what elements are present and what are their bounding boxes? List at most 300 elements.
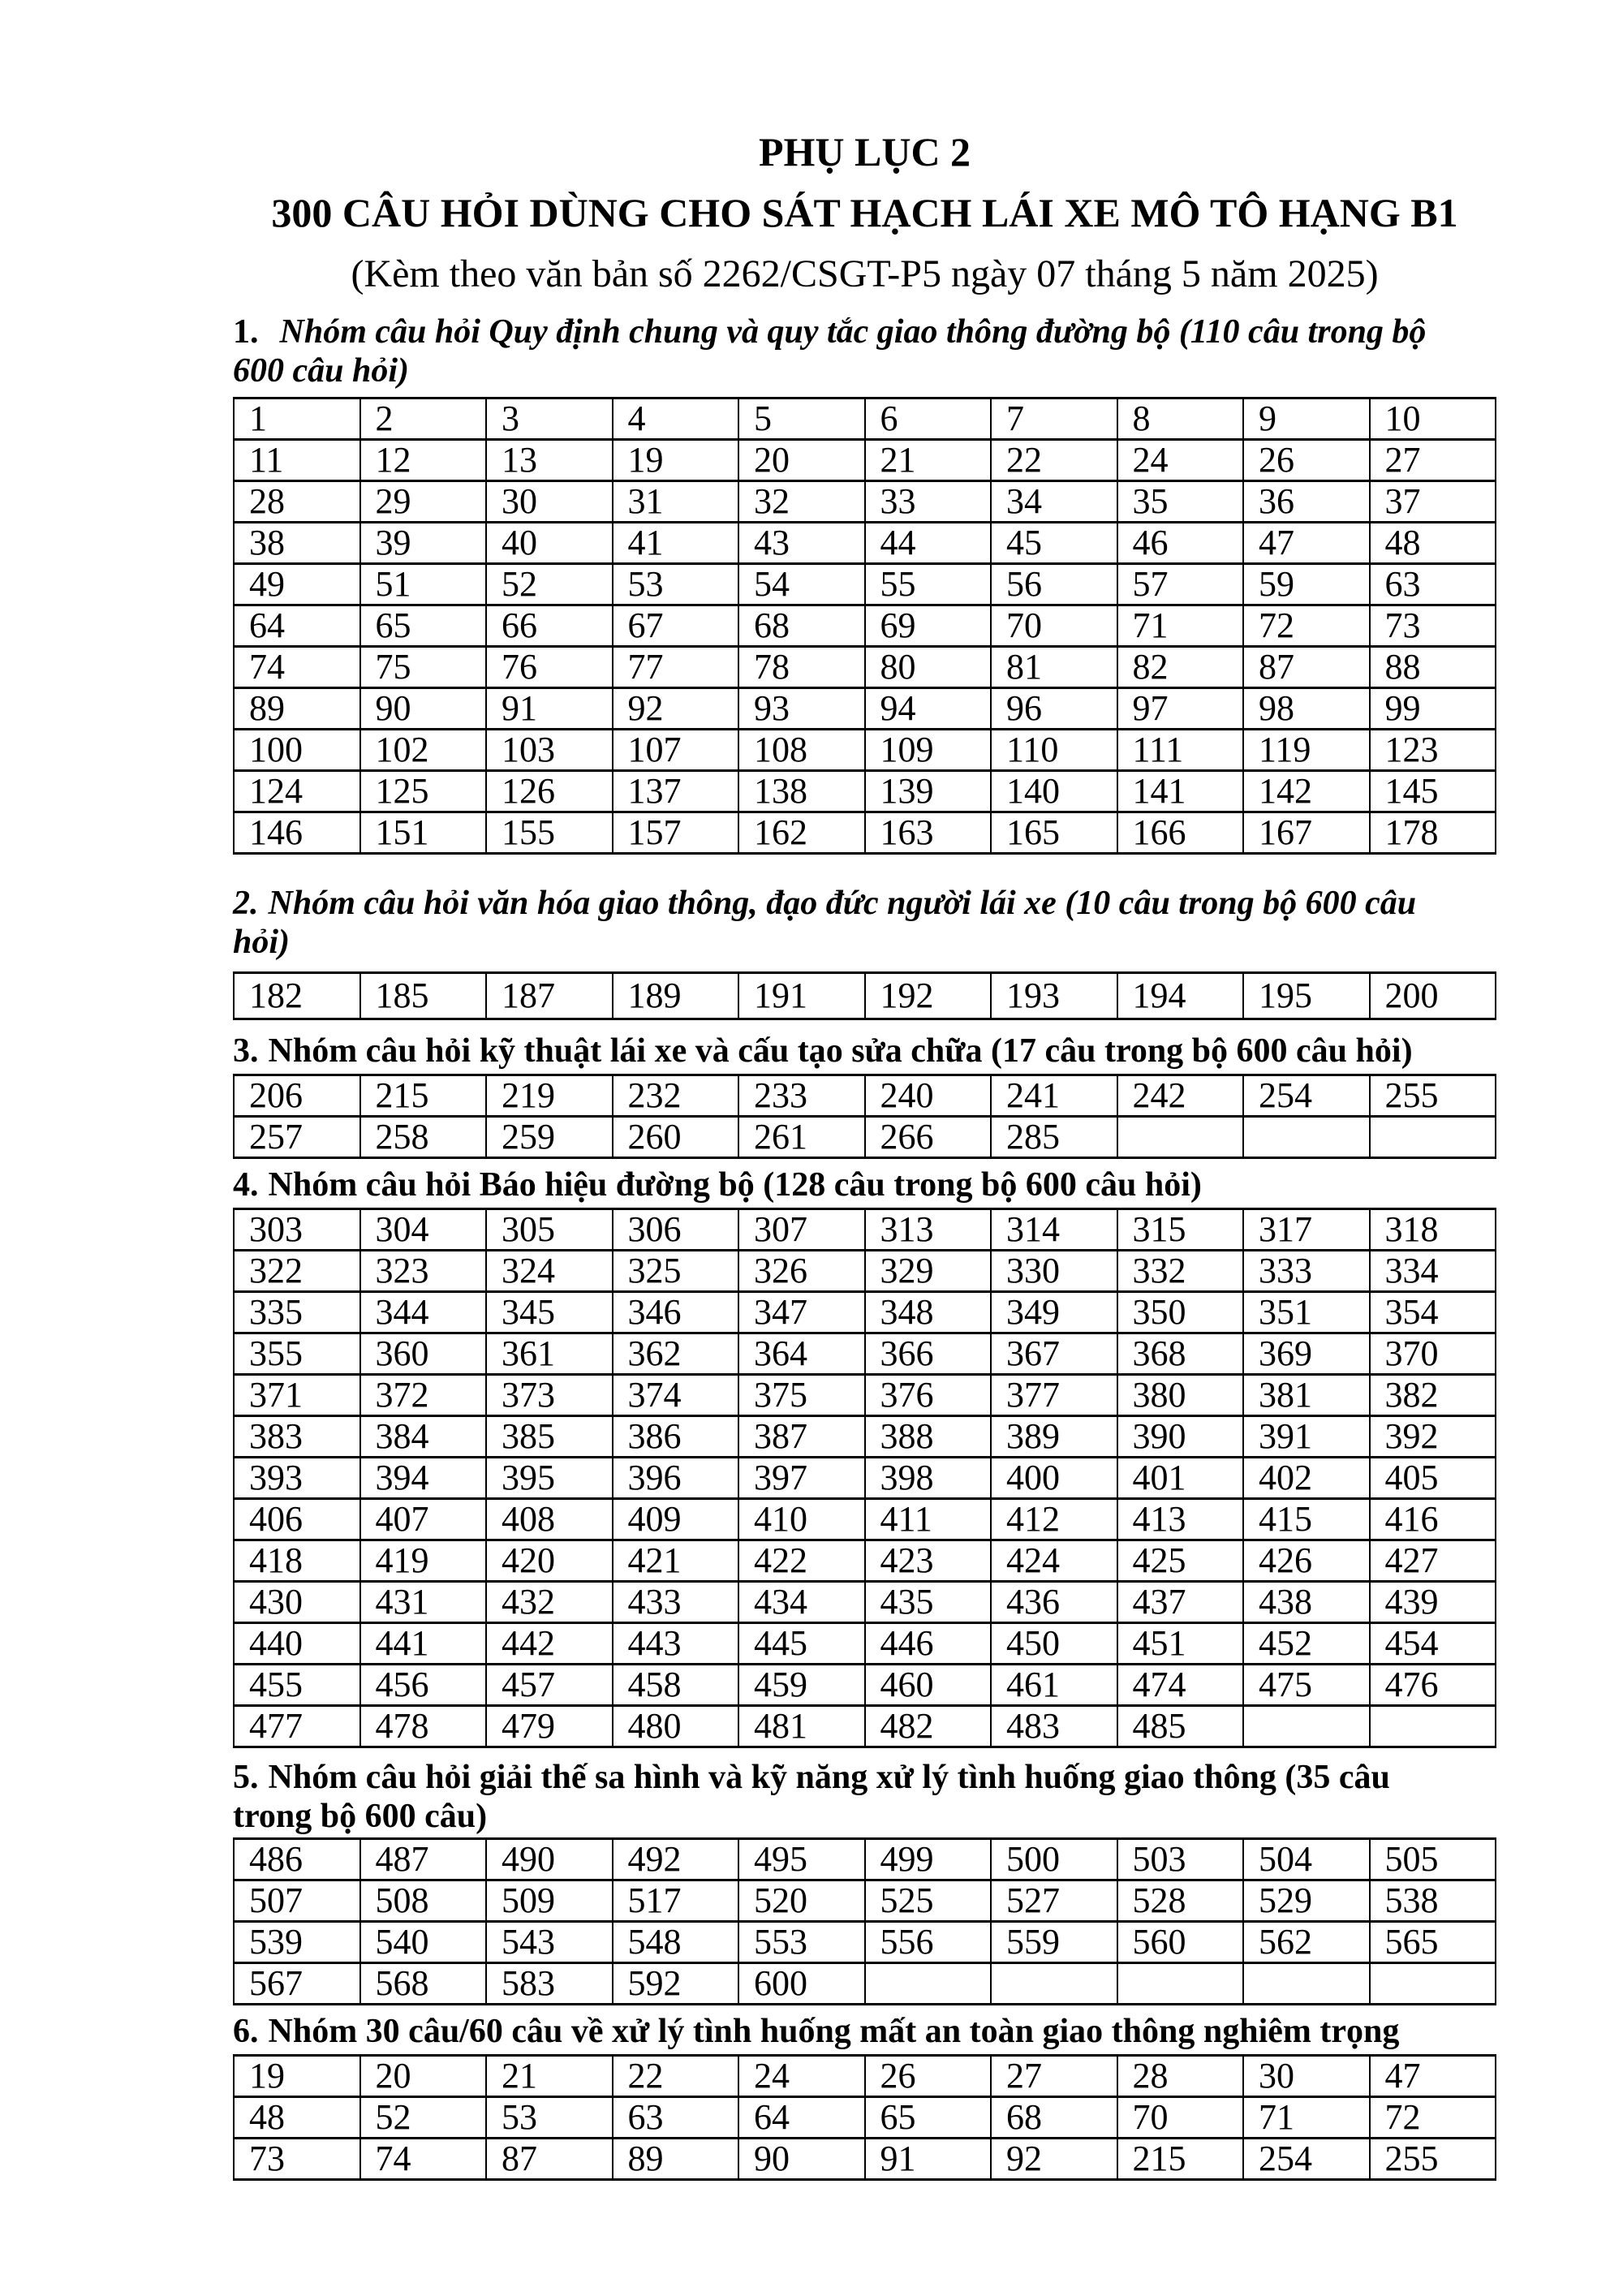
table-row — [234, 812, 1496, 854]
table-row — [234, 398, 1496, 440]
question-number-cell: 193 — [991, 973, 1117, 1019]
section-5-question-table — [233, 1837, 1496, 2005]
question-number-cell: 443 — [613, 1623, 739, 1665]
question-number-cell: 376 — [865, 1375, 992, 1416]
question-number-cell: 461 — [991, 1665, 1117, 1706]
question-number-cell: 409 — [613, 1499, 739, 1540]
question-number-cell: 332 — [1117, 1251, 1244, 1292]
question-number-cell: 53 — [613, 564, 739, 605]
question-number-cell: 26 — [865, 2056, 992, 2097]
section-1-number: 1. — [233, 313, 259, 351]
question-number-cell: 9 — [1243, 398, 1370, 440]
empty-cell — [1370, 1706, 1496, 1747]
question-number-cell: 305 — [486, 1209, 613, 1251]
question-number-cell: 348 — [865, 1292, 992, 1333]
question-number-cell: 260 — [613, 1117, 739, 1158]
question-number-cell: 377 — [991, 1375, 1117, 1416]
question-number-cell: 485 — [1117, 1706, 1244, 1747]
question-number-cell: 490 — [486, 1839, 613, 1880]
question-number-cell: 410 — [738, 1499, 865, 1540]
question-number-cell: 71 — [1243, 2097, 1370, 2139]
question-number-cell: 108 — [738, 730, 865, 771]
question-number-cell: 97 — [1117, 688, 1244, 730]
question-number-cell: 499 — [865, 1839, 992, 1880]
question-number-cell: 508 — [360, 1880, 487, 1922]
question-number-cell: 48 — [234, 2097, 360, 2139]
section-4-heading — [233, 1165, 1496, 1204]
question-number-cell: 592 — [613, 1963, 739, 2005]
question-number-cell: 394 — [360, 1458, 487, 1499]
question-number-cell: 100 — [234, 730, 360, 771]
question-number-cell: 454 — [1370, 1623, 1496, 1665]
table-row — [234, 1880, 1496, 1922]
question-number-cell: 382 — [1370, 1375, 1496, 1416]
question-number-cell: 82 — [1117, 647, 1244, 688]
question-number-cell: 13 — [486, 440, 613, 481]
question-number-cell: 46 — [1117, 523, 1244, 564]
question-number-cell: 458 — [613, 1665, 739, 1706]
question-number-cell: 355 — [234, 1333, 360, 1375]
question-number-cell: 138 — [738, 771, 865, 812]
question-number-cell: 52 — [486, 564, 613, 605]
empty-cell — [1370, 1117, 1496, 1158]
question-number-cell: 21 — [486, 2056, 613, 2097]
document-title: 300 CÂU HỎI DÙNG CHO SÁT HẠCH LÁI XE MÔ TÔ HẠNG B1 — [271, 190, 1458, 235]
table-row — [234, 1075, 1496, 1117]
question-number-cell: 406 — [234, 1499, 360, 1540]
question-number-cell: 313 — [865, 1209, 992, 1251]
question-number-cell: 64 — [234, 605, 360, 647]
question-number-cell: 398 — [865, 1458, 992, 1499]
appendix-title: PHỤ LỤC 2 — [758, 129, 971, 174]
question-number-cell: 366 — [865, 1333, 992, 1375]
section-5-title-line: trong bộ 600 câu) — [233, 1798, 488, 1835]
table-row — [234, 1922, 1496, 1963]
question-number-cell: 182 — [234, 973, 360, 1019]
question-number-cell: 330 — [991, 1251, 1117, 1292]
question-number-cell: 142 — [1243, 771, 1370, 812]
table-row — [234, 1623, 1496, 1665]
question-number-cell: 315 — [1117, 1209, 1244, 1251]
question-number-cell: 349 — [991, 1292, 1117, 1333]
question-number-cell: 71 — [1117, 605, 1244, 647]
table-row — [234, 1292, 1496, 1333]
table-row — [234, 1117, 1496, 1158]
table-row — [234, 2056, 1496, 2097]
question-number-cell: 434 — [738, 1582, 865, 1623]
question-number-cell: 441 — [360, 1623, 487, 1665]
question-number-cell: 4 — [613, 398, 739, 440]
question-number-cell: 477 — [234, 1706, 360, 1747]
question-number-cell: 28 — [234, 481, 360, 523]
question-number-cell: 517 — [613, 1880, 739, 1922]
question-number-cell: 329 — [865, 1251, 992, 1292]
question-number-cell: 69 — [865, 605, 992, 647]
question-number-cell: 32 — [738, 481, 865, 523]
empty-cell — [1117, 1963, 1244, 2005]
section-2-heading — [233, 884, 1496, 962]
question-number-cell: 141 — [1117, 771, 1244, 812]
table-row — [234, 481, 1496, 523]
question-number-cell: 24 — [738, 2056, 865, 2097]
question-number-cell: 30 — [1243, 2056, 1370, 2097]
question-number-cell: 76 — [486, 647, 613, 688]
question-number-cell: 34 — [991, 481, 1117, 523]
question-number-cell: 456 — [360, 1665, 487, 1706]
question-number-cell: 350 — [1117, 1292, 1244, 1333]
question-number-cell: 45 — [991, 523, 1117, 564]
question-number-cell: 22 — [613, 2056, 739, 2097]
question-number-cell: 323 — [360, 1251, 487, 1292]
section-1-heading — [233, 312, 1496, 390]
question-number-cell: 56 — [991, 564, 1117, 605]
section-3-number: 3. — [233, 1032, 259, 1070]
question-number-cell: 326 — [738, 1251, 865, 1292]
question-number-cell: 387 — [738, 1416, 865, 1458]
question-number-cell: 360 — [360, 1333, 487, 1375]
question-number-cell: 102 — [360, 730, 487, 771]
question-number-cell: 33 — [865, 481, 992, 523]
question-number-cell: 266 — [865, 1117, 992, 1158]
question-number-cell: 487 — [360, 1839, 487, 1880]
question-number-cell: 525 — [865, 1880, 992, 1922]
question-number-cell: 345 — [486, 1292, 613, 1333]
question-number-cell: 411 — [865, 1499, 992, 1540]
question-number-cell: 73 — [1370, 605, 1496, 647]
question-number-cell: 408 — [486, 1499, 613, 1540]
question-number-cell: 255 — [1370, 1075, 1496, 1117]
empty-cell — [1370, 1963, 1496, 2005]
table-row — [234, 523, 1496, 564]
table-row — [234, 1706, 1496, 1747]
question-number-cell: 492 — [613, 1839, 739, 1880]
question-number-cell: 145 — [1370, 771, 1496, 812]
question-number-cell: 44 — [865, 523, 992, 564]
question-number-cell: 72 — [1243, 605, 1370, 647]
question-number-cell: 53 — [486, 2097, 613, 2139]
section-1-title-line: Nhóm câu hỏi Quy định chung và quy tắc giao thông đường bộ (110 câu trong bộ — [279, 313, 1427, 351]
question-number-cell: 393 — [234, 1458, 360, 1499]
question-number-cell: 381 — [1243, 1375, 1370, 1416]
question-number-cell: 146 — [234, 812, 360, 854]
table-row — [234, 1499, 1496, 1540]
document-content — [233, 122, 1496, 2181]
question-number-cell: 483 — [991, 1706, 1117, 1747]
question-number-cell: 39 — [360, 523, 487, 564]
question-number-cell: 28 — [1117, 2056, 1244, 2097]
question-number-cell: 7 — [991, 398, 1117, 440]
table-row — [234, 1582, 1496, 1623]
question-number-cell: 527 — [991, 1880, 1117, 1922]
question-number-cell: 3 — [486, 398, 613, 440]
question-number-cell: 324 — [486, 1251, 613, 1292]
question-number-cell: 416 — [1370, 1499, 1496, 1540]
question-number-cell: 89 — [234, 688, 360, 730]
question-number-cell: 562 — [1243, 1922, 1370, 1963]
question-number-cell: 5 — [738, 398, 865, 440]
question-number-cell: 67 — [613, 605, 739, 647]
question-number-cell: 240 — [865, 1075, 992, 1117]
question-number-cell: 21 — [865, 440, 992, 481]
table-row — [234, 1333, 1496, 1375]
question-number-cell: 261 — [738, 1117, 865, 1158]
question-number-cell: 317 — [1243, 1209, 1370, 1251]
table-row — [234, 2139, 1496, 2180]
question-number-cell: 384 — [360, 1416, 487, 1458]
question-number-cell: 333 — [1243, 1251, 1370, 1292]
question-number-cell: 307 — [738, 1209, 865, 1251]
section-2-question-table — [233, 971, 1496, 1020]
question-number-cell: 20 — [360, 2056, 487, 2097]
question-number-cell: 11 — [234, 440, 360, 481]
section-6-question-table — [233, 2054, 1496, 2181]
question-number-cell: 29 — [360, 481, 487, 523]
question-number-cell: 553 — [738, 1922, 865, 1963]
question-number-cell: 27 — [991, 2056, 1117, 2097]
section-3-title-line: Nhóm câu hỏi kỹ thuật lái xe và cấu tạo sửa chữa (17 câu trong bộ 600 câu hỏi) — [268, 1032, 1413, 1070]
question-number-cell: 383 — [234, 1416, 360, 1458]
question-number-cell: 362 — [613, 1333, 739, 1375]
question-number-cell: 474 — [1117, 1665, 1244, 1706]
table-row — [234, 1839, 1496, 1880]
section-2-number: 2. — [233, 885, 259, 922]
question-number-cell: 539 — [234, 1922, 360, 1963]
question-number-cell: 450 — [991, 1623, 1117, 1665]
question-number-cell: 548 — [613, 1922, 739, 1963]
question-number-cell: 380 — [1117, 1375, 1244, 1416]
question-number-cell: 500 — [991, 1839, 1117, 1880]
question-number-cell: 334 — [1370, 1251, 1496, 1292]
question-number-cell: 111 — [1117, 730, 1244, 771]
question-number-cell: 344 — [360, 1292, 487, 1333]
question-number-cell: 259 — [486, 1117, 613, 1158]
question-number-cell: 41 — [613, 523, 739, 564]
question-number-cell: 303 — [234, 1209, 360, 1251]
question-number-cell: 80 — [865, 647, 992, 688]
question-number-cell: 6 — [865, 398, 992, 440]
question-number-cell: 351 — [1243, 1292, 1370, 1333]
question-number-cell: 364 — [738, 1333, 865, 1375]
question-number-cell: 427 — [1370, 1540, 1496, 1582]
question-number-cell: 162 — [738, 812, 865, 854]
table-row — [234, 1416, 1496, 1458]
question-number-cell: 540 — [360, 1922, 487, 1963]
section-5-number: 5. — [233, 1759, 259, 1796]
question-number-cell: 528 — [1117, 1880, 1244, 1922]
question-number-cell: 65 — [360, 605, 487, 647]
document-subtitle: (Kèm theo văn bản số 2262/CSGT-P5 ngày 07 tháng 5 năm 2025) — [351, 252, 1379, 295]
question-number-cell: 446 — [865, 1623, 992, 1665]
question-number-cell: 87 — [486, 2139, 613, 2180]
question-number-cell: 373 — [486, 1375, 613, 1416]
question-number-cell: 167 — [1243, 812, 1370, 854]
question-number-cell: 189 — [613, 973, 739, 1019]
question-number-cell: 375 — [738, 1375, 865, 1416]
question-number-cell: 529 — [1243, 1880, 1370, 1922]
question-number-cell: 451 — [1117, 1623, 1244, 1665]
question-number-cell: 81 — [991, 647, 1117, 688]
question-number-cell: 78 — [738, 647, 865, 688]
question-number-cell: 137 — [613, 771, 739, 812]
question-number-cell: 388 — [865, 1416, 992, 1458]
question-number-cell: 476 — [1370, 1665, 1496, 1706]
question-number-cell: 91 — [865, 2139, 992, 2180]
question-number-cell: 412 — [991, 1499, 1117, 1540]
table-row — [234, 1375, 1496, 1416]
question-number-cell: 64 — [738, 2097, 865, 2139]
question-number-cell: 215 — [360, 1075, 487, 1117]
question-number-cell: 405 — [1370, 1458, 1496, 1499]
question-number-cell: 437 — [1117, 1582, 1244, 1623]
question-number-cell: 72 — [1370, 2097, 1496, 2139]
question-number-cell: 402 — [1243, 1458, 1370, 1499]
question-number-cell: 420 — [486, 1540, 613, 1582]
section-5-title-line: Nhóm câu hỏi giải thế sa hình và kỹ năng xử lý tình huống giao thông (35 câu — [268, 1759, 1390, 1796]
question-number-cell: 49 — [234, 564, 360, 605]
question-number-cell: 103 — [486, 730, 613, 771]
question-number-cell: 392 — [1370, 1416, 1496, 1458]
question-number-cell: 505 — [1370, 1839, 1496, 1880]
question-number-cell: 54 — [738, 564, 865, 605]
question-number-cell: 92 — [613, 688, 739, 730]
question-number-cell: 93 — [738, 688, 865, 730]
question-number-cell: 163 — [865, 812, 992, 854]
table-row — [234, 1963, 1496, 2005]
question-number-cell: 538 — [1370, 1880, 1496, 1922]
question-number-cell: 254 — [1243, 1075, 1370, 1117]
question-number-cell: 385 — [486, 1416, 613, 1458]
question-number-cell: 98 — [1243, 688, 1370, 730]
question-number-cell: 520 — [738, 1880, 865, 1922]
table-row — [234, 688, 1496, 730]
question-number-cell: 87 — [1243, 647, 1370, 688]
sections-container — [233, 312, 1496, 2181]
question-number-cell: 124 — [234, 771, 360, 812]
question-number-cell: 10 — [1370, 398, 1496, 440]
question-number-cell: 96 — [991, 688, 1117, 730]
section-3-heading — [233, 1032, 1496, 1070]
question-number-cell: 20 — [738, 440, 865, 481]
question-number-cell: 452 — [1243, 1623, 1370, 1665]
question-number-cell: 47 — [1370, 2056, 1496, 2097]
question-number-cell: 413 — [1117, 1499, 1244, 1540]
question-number-cell: 439 — [1370, 1582, 1496, 1623]
question-number-cell: 36 — [1243, 481, 1370, 523]
empty-cell — [1243, 1117, 1370, 1158]
question-number-cell: 436 — [991, 1582, 1117, 1623]
question-number-cell: 347 — [738, 1292, 865, 1333]
question-number-cell: 191 — [738, 973, 865, 1019]
section-3-question-table — [233, 1074, 1496, 1159]
question-number-cell: 421 — [613, 1540, 739, 1582]
question-number-cell: 12 — [360, 440, 487, 481]
question-number-cell: 258 — [360, 1117, 487, 1158]
question-number-cell: 391 — [1243, 1416, 1370, 1458]
question-number-cell: 24 — [1117, 440, 1244, 481]
table-row — [234, 1251, 1496, 1292]
question-number-cell: 543 — [486, 1922, 613, 1963]
question-number-cell: 125 — [360, 771, 487, 812]
question-number-cell: 397 — [738, 1458, 865, 1499]
question-number-cell: 151 — [360, 812, 487, 854]
question-number-cell: 89 — [613, 2139, 739, 2180]
question-number-cell: 194 — [1117, 973, 1244, 1019]
question-number-cell: 459 — [738, 1665, 865, 1706]
question-number-cell: 37 — [1370, 481, 1496, 523]
question-number-cell: 70 — [1117, 2097, 1244, 2139]
question-number-cell: 480 — [613, 1706, 739, 1747]
question-number-cell: 481 — [738, 1706, 865, 1747]
question-number-cell: 371 — [234, 1375, 360, 1416]
question-number-cell: 325 — [613, 1251, 739, 1292]
question-number-cell: 390 — [1117, 1416, 1244, 1458]
empty-cell — [991, 1963, 1117, 2005]
question-number-cell: 285 — [991, 1117, 1117, 1158]
empty-cell — [1243, 1706, 1370, 1747]
question-number-cell: 460 — [865, 1665, 992, 1706]
question-number-cell: 370 — [1370, 1333, 1496, 1375]
question-number-cell: 455 — [234, 1665, 360, 1706]
question-number-cell: 322 — [234, 1251, 360, 1292]
question-number-cell: 503 — [1117, 1839, 1244, 1880]
question-number-cell: 367 — [991, 1333, 1117, 1375]
question-number-cell: 233 — [738, 1075, 865, 1117]
question-number-cell: 192 — [865, 973, 992, 1019]
question-number-cell: 200 — [1370, 973, 1496, 1019]
question-number-cell: 107 — [613, 730, 739, 771]
question-number-cell: 140 — [991, 771, 1117, 812]
question-number-cell: 65 — [865, 2097, 992, 2139]
question-number-cell: 600 — [738, 1963, 865, 2005]
question-number-cell: 567 — [234, 1963, 360, 2005]
question-number-cell: 431 — [360, 1582, 487, 1623]
question-number-cell: 90 — [360, 688, 487, 730]
question-number-cell: 74 — [234, 647, 360, 688]
section-4-question-table — [233, 1208, 1496, 1748]
question-number-cell: 27 — [1370, 440, 1496, 481]
section-4-number: 4. — [233, 1166, 259, 1204]
question-number-cell: 88 — [1370, 647, 1496, 688]
question-number-cell: 8 — [1117, 398, 1244, 440]
question-number-cell: 22 — [991, 440, 1117, 481]
question-number-cell: 74 — [360, 2139, 487, 2180]
question-number-cell: 77 — [613, 647, 739, 688]
question-number-cell: 123 — [1370, 730, 1496, 771]
question-number-cell: 445 — [738, 1623, 865, 1665]
section-1-title-line: 600 câu hỏi) — [233, 352, 410, 390]
question-number-cell: 482 — [865, 1706, 992, 1747]
table-row — [234, 1665, 1496, 1706]
question-number-cell: 504 — [1243, 1839, 1370, 1880]
question-number-cell: 19 — [613, 440, 739, 481]
section-1-question-table — [233, 397, 1496, 855]
question-number-cell: 166 — [1117, 812, 1244, 854]
table-row — [234, 973, 1496, 1019]
question-number-cell: 457 — [486, 1665, 613, 1706]
question-number-cell: 157 — [613, 812, 739, 854]
question-number-cell: 354 — [1370, 1292, 1496, 1333]
question-number-cell: 241 — [991, 1075, 1117, 1117]
question-number-cell: 1 — [234, 398, 360, 440]
question-number-cell: 368 — [1117, 1333, 1244, 1375]
table-row — [234, 1209, 1496, 1251]
question-number-cell: 63 — [1370, 564, 1496, 605]
question-number-cell: 435 — [865, 1582, 992, 1623]
question-number-cell: 415 — [1243, 1499, 1370, 1540]
table-row — [234, 605, 1496, 647]
table-row — [234, 771, 1496, 812]
question-number-cell: 57 — [1117, 564, 1244, 605]
